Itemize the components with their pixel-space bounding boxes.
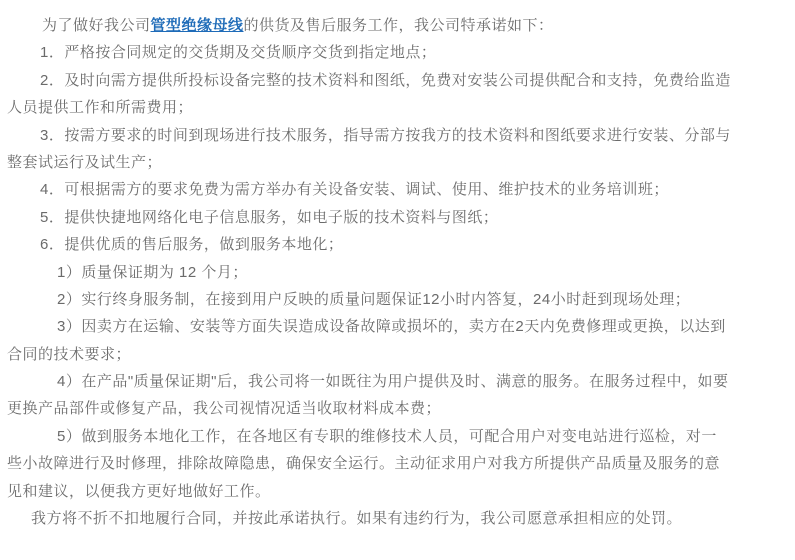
list-item-2-cont: 人员提供工作和所需费用； xyxy=(7,99,194,117)
intro-paragraph xyxy=(0,12,795,39)
sub-item-4: 4）在产品"质量保证期"后，我公司将一如既往为用户提供及时、满意的服务。在服务过程中，如要 xyxy=(57,373,729,391)
list-item-1: 1．严格按合同规定的交货期及交货顺序交货到指定地点； xyxy=(40,44,437,62)
sub-item-1: 1）质量保证期为 12 个月； xyxy=(57,263,248,281)
intro-suffix: 的供货及售后服务工作，我公司特承诺如下： xyxy=(243,17,554,34)
intro-prefix: 为了做好我公司 xyxy=(42,17,151,34)
sub-item-5-cont: 些小故障进行及时修理，排除故障隐患，确保安全运行。主动征求用户对我方所提供产品质量及服务的意 xyxy=(7,455,721,473)
sub-item-4-cont: 更换产品部件或修复产品，我公司视情况适当收取材料成本费； xyxy=(7,400,442,418)
sub-item-3: 3）因卖方在运输、安装等方面失误造成设备故障或损坏的，卖方在2天内免费修理或更换，以达到 xyxy=(57,318,726,336)
list-item-4: 4．可根据需方的要求免费为需方举办有关设备安装、调试、使用、维护技术的业务培训班； xyxy=(40,181,669,199)
sub-item-5: 5）做到服务本地化工作，在各地区有专职的维修技术人员，可配合用户对变电站进行巡检，对一 xyxy=(57,427,717,445)
list-item-3: 3．按需方要求的时间到现场进行技术服务，指导需方按我方的技术资料和图纸要求进行安装、分部与 xyxy=(40,126,731,144)
list-item-2: 2．及时向需方提供所投标设备完整的技术资料和图纸，免费对安装公司提供配合和支持，免费给监造 xyxy=(40,71,731,89)
closing-paragraph: 我方将不折不扣地履行合同，并按此承诺执行。如果有违约行为，我公司愿意承担相应的处罚。 xyxy=(31,510,683,528)
list-item-6: 6．提供优质的售后服务，做到服务本地化； xyxy=(40,236,344,254)
sub-item-5-cont2: 见和建议，以便我方更好地做好工作。 xyxy=(7,482,271,500)
sub-item-3-cont: 合同的技术要求； xyxy=(7,345,132,363)
list-item-3-cont: 整套试运行及试生产； xyxy=(7,153,163,171)
product-link[interactable]: 管型绝缘母线 xyxy=(150,17,244,34)
sub-item-2: 2）实行终身服务制，在接到用户反映的质量问题保证12小时内答复，24小时赶到现场处理； xyxy=(57,290,691,308)
list-item-5: 5．提供快捷地网络化电子信息服务，如电子版的技术资料与图纸； xyxy=(40,208,499,226)
